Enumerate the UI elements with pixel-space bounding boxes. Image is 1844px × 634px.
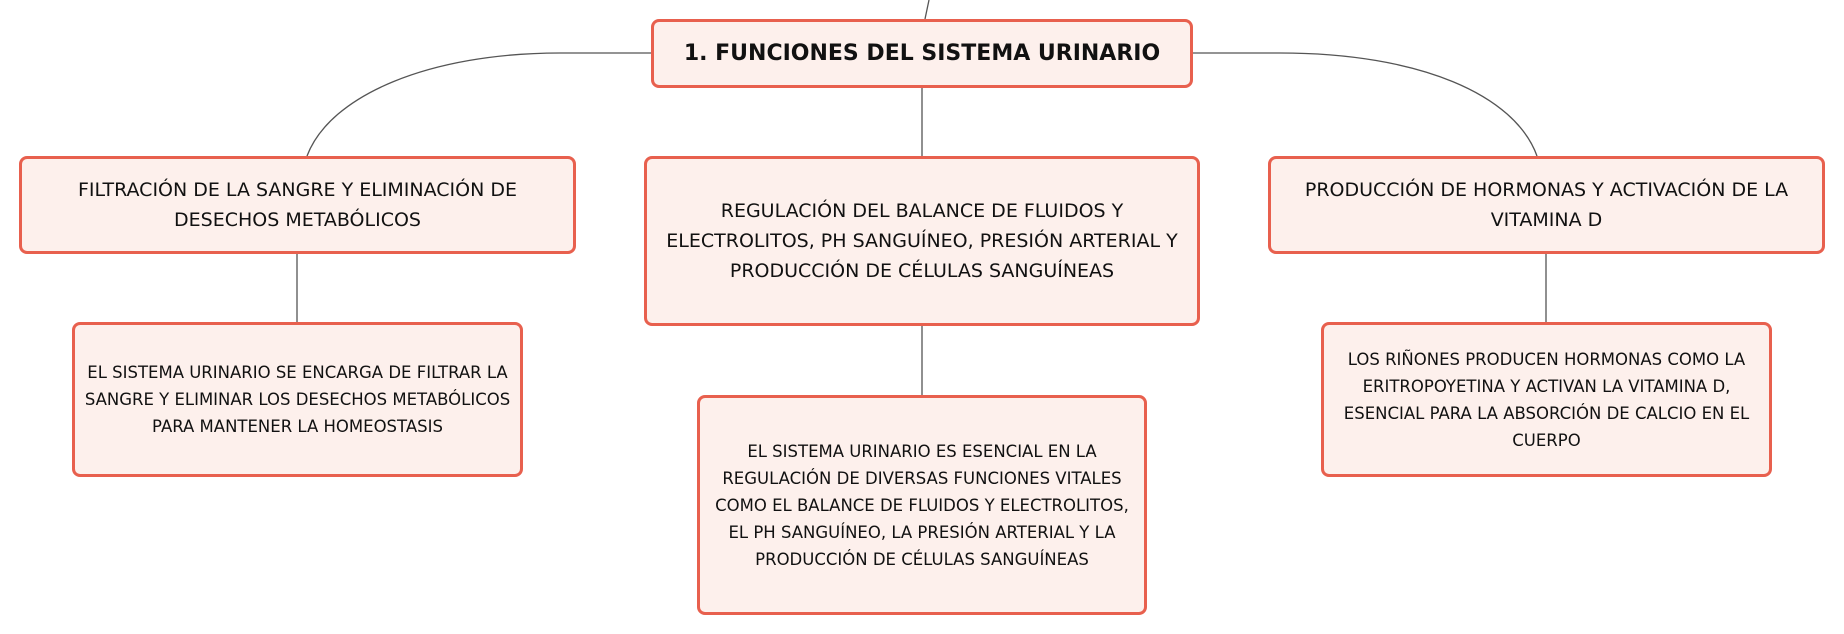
- detail-regulation-node[interactable]: [697, 395, 1147, 615]
- connector-root-to-branch-1: [307, 53, 651, 156]
- connector-root-to-branch-3: [1193, 53, 1537, 156]
- branch-regulation-node[interactable]: [644, 156, 1200, 326]
- detail-hormones-node[interactable]: [1321, 322, 1772, 477]
- branch-hormones-node[interactable]: [1268, 156, 1825, 254]
- root-topic-label: 1. FUNCIONES DEL SISTEMA URINARIO: [683, 41, 1161, 66]
- detail-hormones-text: LOS RIÑONES PRODUCEN HORMONAS COMO LA ERITROPOYETINA Y ACTIVAN LA VITAMINA D, ESENCIAL PARA LA ABSORCIÓN DE CALCIO EN EL CUERPO: [1343, 349, 1750, 450]
- detail-regulation-text: EL SISTEMA URINARIO ES ESENCIAL EN LA REGULACIÓN DE DIVERSAS FUNCIONES VITALES COMO EL BALANCE DE FLUIDOS Y ELECTROLITOS, EL PH SANGUÍNEO, LA PRESIÓN ARTERIAL Y LA PRODUCCIÓN DE CÉLULAS SANGUÍNEAS: [715, 441, 1129, 569]
- detail-filtration-node[interactable]: [72, 322, 523, 477]
- detail-filtration-text: EL SISTEMA URINARIO SE ENCARGA DE FILTRAR LA SANGRE Y ELIMINAR LOS DESECHOS METABÓLICOS PARA MANTENER LA HOMEOSTASIS: [84, 363, 511, 436]
- branch-filtration-label: FILTRACIÓN DE LA SANGRE Y ELIMINACIÓN DE DESECHOS METABÓLICOS: [77, 179, 518, 231]
- branch-hormones-label: PRODUCCIÓN DE HORMONAS Y ACTIVACIÓN DE LA VITAMINA D: [1304, 179, 1789, 231]
- branch-filtration-node[interactable]: [19, 156, 576, 254]
- connector-incoming: [925, 0, 929, 19]
- root-topic-node[interactable]: [651, 19, 1193, 88]
- branch-regulation-label: REGULACIÓN DEL BALANCE DE FLUIDOS Y ELECTROLITOS, PH SANGUÍNEO, PRESIÓN ARTERIAL Y PRODUCCIÓN DE CÉLULAS SANGUÍNEAS: [666, 200, 1178, 282]
